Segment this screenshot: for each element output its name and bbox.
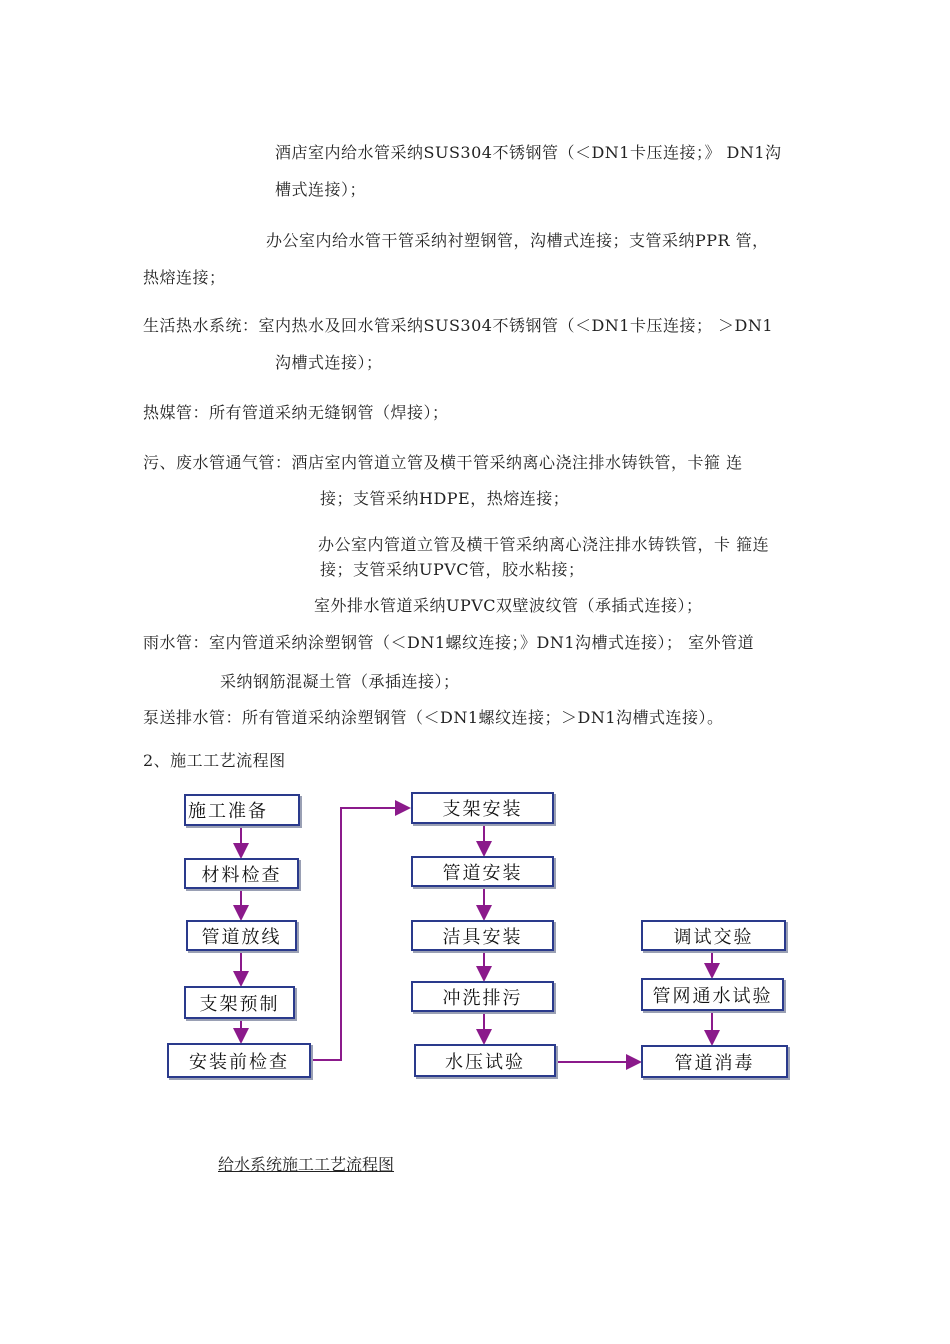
flow-box-commissioning: 调试交验 <box>641 920 786 951</box>
flow-box-fixture-install: 洁具安装 <box>411 920 554 951</box>
flow-box-pipe-layout: 管道放线 <box>186 920 297 951</box>
flow-box-prep: 施工准备 <box>184 794 300 826</box>
paragraph-line-10: 办公室内管道立管及横干管采纳离心浇注排水铸铁管，卡 箍连 <box>318 535 770 554</box>
flow-box-pressure-test: 水压试验 <box>414 1044 556 1077</box>
paragraph-line-3: 办公室内给水管干管采纳衬塑钢管，沟槽式连接；支管采纳PPR 管， <box>266 231 769 250</box>
flow-box-water-test: 管网通水试验 <box>641 978 784 1011</box>
paragraph-line-7: 热媒管：所有管道采纳无缝钢管（焊接）； <box>143 403 449 422</box>
flow-box-flush: 冲洗排污 <box>411 981 554 1012</box>
flow-box-material-check: 材料检查 <box>184 858 299 889</box>
arrow-connector-1 <box>311 808 409 1060</box>
paragraph-line-2: 槽式连接）； <box>275 180 367 199</box>
flow-box-disinfection: 管道消毒 <box>641 1045 788 1078</box>
paragraph-line-4: 热熔连接； <box>143 268 226 287</box>
flow-box-support-prefab: 支架预制 <box>184 986 295 1019</box>
paragraph-line-1: 酒店室内给水管采纳SUS304不锈钢管（＜DN1卡压连接；》 DN1沟 <box>275 143 782 162</box>
paragraph-line-5: 生活热水系统：室内热水及回水管采纳SUS304不锈钢管（＜DN1卡压连接； ＞DN1 <box>143 316 774 335</box>
flow-box-support-install: 支架安装 <box>411 792 554 824</box>
paragraph-line-9: 接；支管采纳HDPE，热熔连接； <box>320 489 570 508</box>
flow-box-pre-install-check: 安装前检查 <box>167 1043 311 1078</box>
paragraph-line-13: 雨水管：室内管道采纳涂塑钢管（＜DN1螺纹连接；》DN1沟槽式连接）； 室外管道 <box>143 633 755 652</box>
section-heading: 2、施工工艺流程图 <box>143 751 286 770</box>
paragraph-line-8: 污、废水管通气管：酒店室内管道立管及横干管采纳离心浇注排水铸铁管，卡箍 连 <box>143 453 743 472</box>
paragraph-line-6: 沟槽式连接）； <box>275 353 383 372</box>
paragraph-line-11: 接；支管采纳UPVC管，胶水粘接； <box>320 560 585 579</box>
paragraph-line-14: 采纳钢筋混凝土管（承插连接）； <box>220 672 460 691</box>
flow-box-pipe-install: 管道安装 <box>411 856 554 887</box>
flowchart-caption: 给水系统施工工艺流程图 <box>218 1155 395 1174</box>
paragraph-line-12: 室外排水管道采纳UPVC双壁波纹管（承插式连接）； <box>314 596 703 615</box>
paragraph-line-15: 泵送排水管：所有管道采纳涂塑钢管（＜DN1螺纹连接；＞DN1沟槽式连接）。 <box>143 708 724 727</box>
